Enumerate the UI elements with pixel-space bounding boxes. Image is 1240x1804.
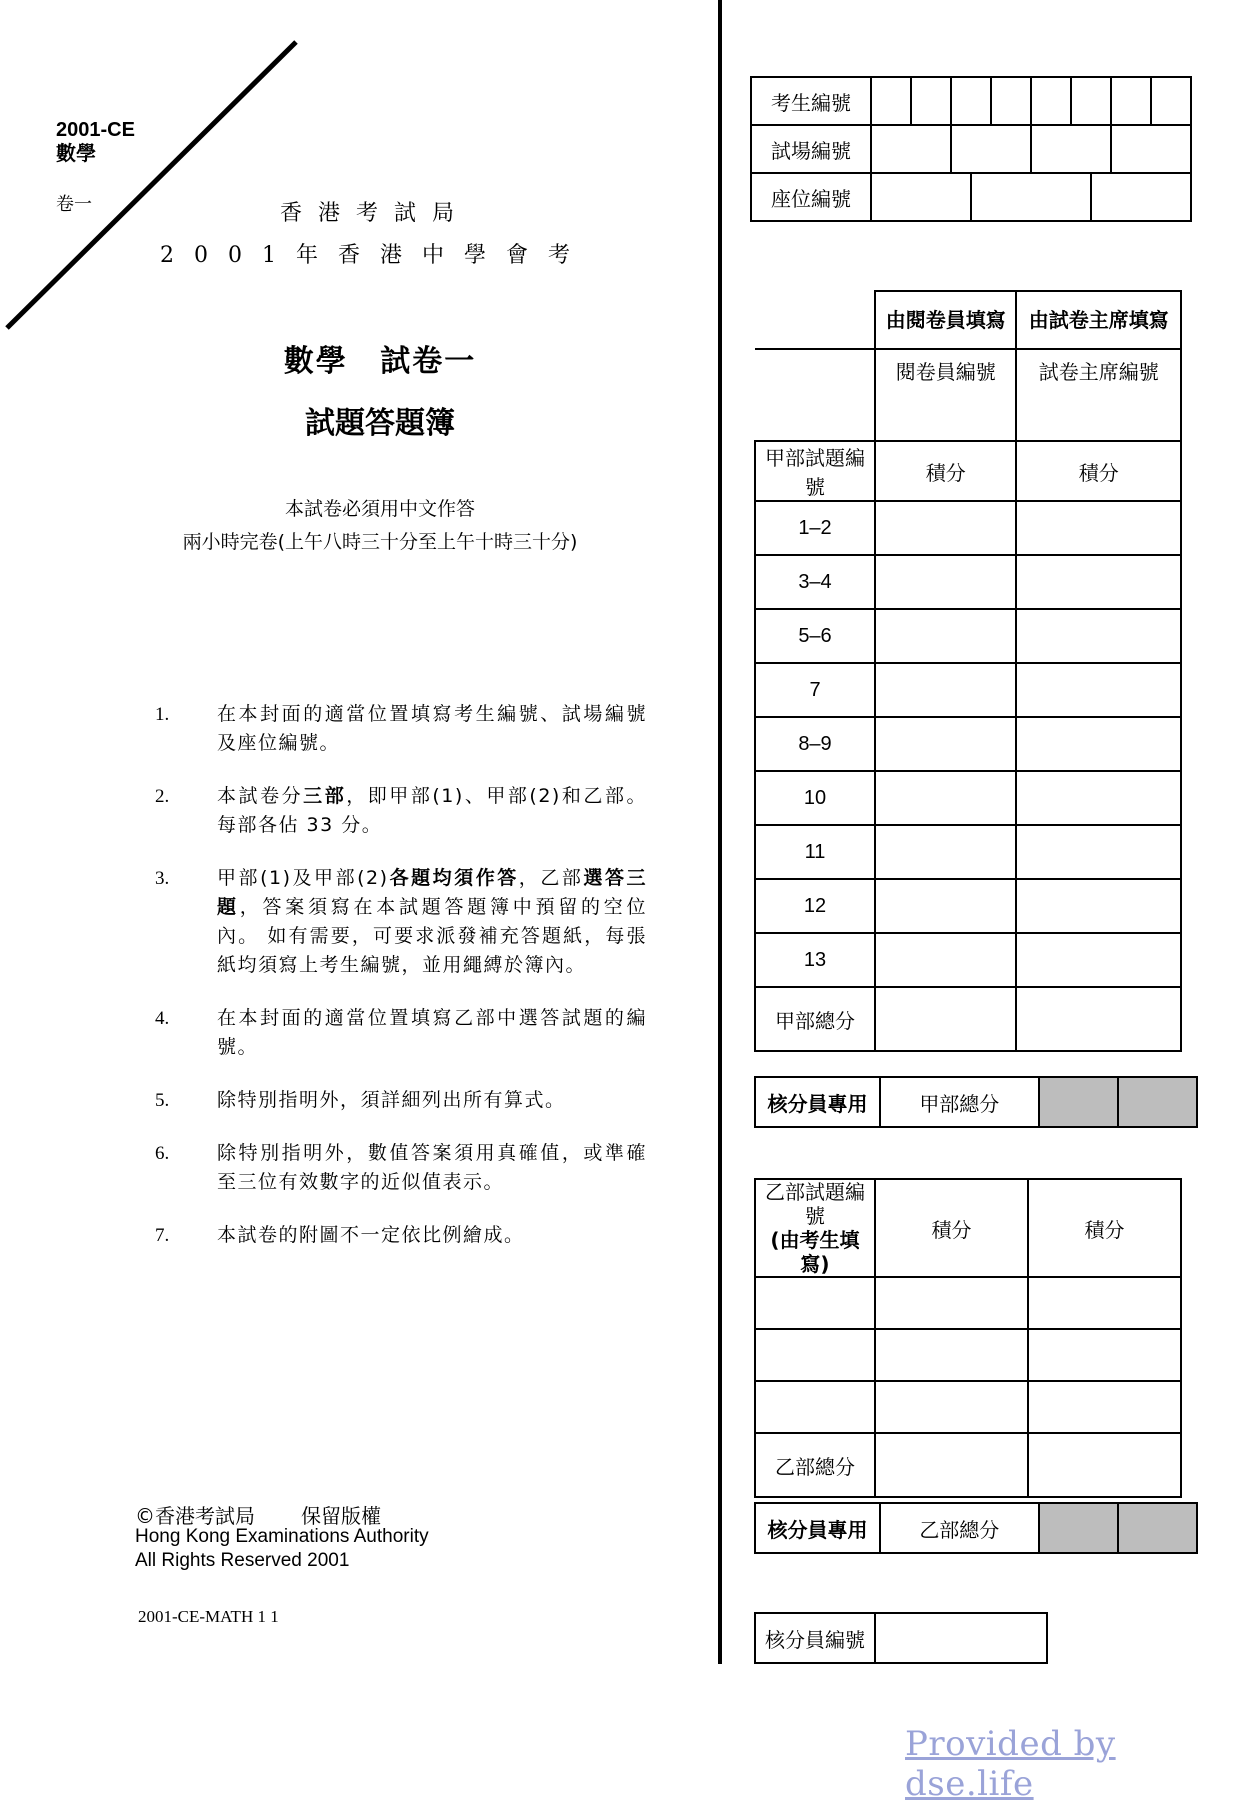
copyright-owner: ©香港考試局: [135, 1504, 255, 1528]
marker-marks-header: 積分: [875, 1179, 1028, 1277]
examiner-marks-header: 積分: [1028, 1179, 1181, 1277]
instruction-item: [155, 1086, 655, 1115]
section-b-question-cell[interactable]: [755, 1277, 875, 1329]
marker-marks-cell[interactable]: [875, 879, 1016, 933]
instruction-item: [155, 864, 655, 980]
section-a-row: [755, 717, 1181, 771]
checker-number-label: 核分員編號: [755, 1613, 875, 1663]
verify-box[interactable]: [1118, 1077, 1197, 1127]
marker-fill-header: 由閱卷員填寫: [875, 291, 1016, 349]
page-divider: [718, 0, 722, 1664]
instructions-list: [155, 700, 655, 1274]
examiner-fill-header: 由試卷主席填寫: [1016, 291, 1181, 349]
paper-short: 卷一: [56, 194, 92, 215]
instruction-fragment: 在本封面的適當位置填寫考生編號、試場編號及座位編號。: [217, 703, 647, 754]
section-a-row: [755, 825, 1181, 879]
instruction-number: 6.: [155, 1143, 170, 1164]
section-b-total-label: 乙部總分: [755, 1433, 875, 1497]
seat-number-box[interactable]: [971, 173, 1091, 221]
candidate-number-box[interactable]: [1111, 77, 1151, 125]
centre-number-box[interactable]: [1031, 125, 1111, 173]
examiner-marks-cell[interactable]: [1016, 933, 1181, 987]
centre-number-box[interactable]: [1111, 125, 1191, 173]
seat-number-box[interactable]: [871, 173, 971, 221]
section-a-marks-table: [754, 290, 1182, 1052]
rights-reserved-zh: 保留版權: [301, 1504, 381, 1528]
instruction-fragment: ，乙部: [518, 867, 584, 889]
marker-marks-cell[interactable]: [875, 1381, 1028, 1433]
section-a-total-row: [755, 987, 1181, 1051]
instruction-number: 7.: [155, 1225, 170, 1246]
candidate-number-box[interactable]: [1031, 77, 1071, 125]
marker-marks-cell[interactable]: [875, 771, 1016, 825]
instruction-text: [217, 1086, 647, 1115]
section-a-row: [755, 555, 1181, 609]
instruction-fragment: 甲部(1)及甲部(2): [217, 867, 389, 889]
question-number: 13: [755, 933, 875, 987]
instruction-number: 2.: [155, 786, 170, 807]
section-a-row: [755, 609, 1181, 663]
candidate-number-box[interactable]: [871, 77, 911, 125]
instruction-emphasis: 選答三題: [217, 867, 647, 918]
examiner-marks-cell[interactable]: [1016, 771, 1181, 825]
section-a-row: [755, 933, 1181, 987]
instruction-item: [155, 1221, 655, 1250]
seat-number-box[interactable]: [1091, 173, 1191, 221]
centre-number-box[interactable]: [951, 125, 1031, 173]
marker-total-cell[interactable]: [875, 1433, 1028, 1497]
section-a-question-header: 甲部試題編號: [755, 441, 875, 501]
subject-paper-title: 數學 試卷一: [283, 344, 477, 379]
instruction-text: [217, 1004, 647, 1062]
blank-corner: [755, 349, 875, 441]
instruction-fragment: ，即甲部(1)、甲部(2)和乙部。 每部各佔 33 分。: [217, 785, 647, 836]
instruction-text: [217, 864, 647, 980]
candidate-number-box[interactable]: [1071, 77, 1111, 125]
instruction-fragment: 除特別指明外，須詳細列出所有算式。: [217, 1089, 566, 1111]
instruction-fragment: 本試卷分: [217, 785, 304, 807]
candidate-number-box[interactable]: [911, 77, 951, 125]
marker-marks-cell[interactable]: [875, 1277, 1028, 1329]
section-a-total-label: 甲部總分: [880, 1077, 1038, 1127]
section-b-marks-table: [754, 1178, 1182, 1498]
section-a-verification-table: [754, 1076, 1198, 1128]
candidate-id-table: [750, 76, 1192, 222]
examiner-marks-cell[interactable]: [1028, 1277, 1181, 1329]
instruction-fragment: 本試卷的附圖不一定依比例繪成。: [217, 1224, 525, 1246]
question-number: 3–4: [755, 555, 875, 609]
section-a-row: [755, 879, 1181, 933]
watermark-text: Provided by dse.life: [905, 1724, 1116, 1804]
instruction-fragment: 在本封面的適當位置填寫乙部中選答試題的編號。: [217, 1007, 647, 1058]
marker-marks-cell[interactable]: [875, 501, 1016, 555]
checker-number-table: [754, 1612, 1048, 1664]
centre-number-box[interactable]: [871, 125, 951, 173]
duration-note: 兩小時完卷(上午八時三十分至上午十時三十分): [182, 531, 578, 553]
marker-number-cell[interactable]: [875, 349, 1016, 441]
checker-only-label: 核分員專用: [755, 1077, 880, 1127]
marker-marks-cell[interactable]: [875, 555, 1016, 609]
instruction-item: [155, 700, 655, 758]
exam-code: [56, 118, 135, 166]
instruction-number: 3.: [155, 868, 170, 889]
section-b-question-header: [755, 1179, 875, 1277]
authority-name: 香港考試局: [279, 201, 470, 226]
section-b-verification-table: [754, 1502, 1198, 1554]
instruction-number: 1.: [155, 704, 170, 725]
marker-total-cell[interactable]: [875, 987, 1016, 1051]
booklet-title: 試題答題簿: [305, 406, 455, 441]
marker-marks-cell[interactable]: [875, 609, 1016, 663]
question-number: 1–2: [755, 501, 875, 555]
checker-only-label: 核分員專用: [755, 1503, 880, 1553]
examiner-marks-cell[interactable]: [1016, 663, 1181, 717]
instruction-text: [217, 1139, 647, 1197]
candidate-number-box[interactable]: [991, 77, 1031, 125]
instruction-item: [155, 1139, 655, 1197]
instruction-text: [217, 782, 647, 840]
section-a-total-label: 甲部總分: [755, 987, 875, 1051]
section-b-total-label: 乙部總分: [880, 1503, 1038, 1553]
examiner-marks-cell[interactable]: [1028, 1329, 1181, 1381]
marker-marks-cell[interactable]: [875, 933, 1016, 987]
instruction-number: 4.: [155, 1008, 170, 1029]
copyright-line-3: All Rights Reserved 2001: [135, 1550, 350, 1571]
question-number: 12: [755, 879, 875, 933]
marker-marks-cell[interactable]: [875, 825, 1016, 879]
seat-number-label: 座位編號: [751, 173, 871, 221]
instruction-item: [155, 782, 655, 840]
marker-marks-cell[interactable]: [875, 663, 1016, 717]
marker-marks-header: 積分: [875, 441, 1016, 501]
exam-code-text: 2001-CE: [56, 119, 135, 141]
examiner-total-cell[interactable]: [1016, 987, 1181, 1051]
candidate-number-label: 考生編號: [751, 77, 871, 125]
verify-box[interactable]: [1039, 1077, 1118, 1127]
corner-diagonal-line: [0, 0, 320, 340]
verify-box[interactable]: [1118, 1503, 1197, 1553]
filled-by-candidate-label: (由考生填寫): [770, 1228, 860, 1276]
question-number: 7: [755, 663, 875, 717]
subject-short: 數學: [56, 143, 96, 165]
section-b-question-cell[interactable]: [755, 1381, 875, 1433]
centre-number-label: 試場編號: [751, 125, 871, 173]
question-number: 5–6: [755, 609, 875, 663]
exam-title: 2001年香港中學會考: [160, 243, 590, 268]
marker-number-label: 閱卷員編號: [895, 360, 996, 384]
section-a-row: [755, 771, 1181, 825]
section-b-question-cell[interactable]: [755, 1329, 875, 1381]
language-note: 本試卷必須用中文作答: [284, 498, 475, 520]
examiner-marks-cell[interactable]: [1016, 879, 1181, 933]
examiner-marks-cell[interactable]: [1016, 825, 1181, 879]
candidate-number-box[interactable]: [1151, 77, 1191, 125]
examiner-marks-header: 積分: [1016, 441, 1181, 501]
section-b-question-label: 乙部試題編號: [765, 1180, 865, 1228]
question-number: 10: [755, 771, 875, 825]
checker-number-box[interactable]: [875, 1613, 1047, 1663]
question-number: 11: [755, 825, 875, 879]
question-number: 8–9: [755, 717, 875, 771]
examiner-marks-cell[interactable]: [1016, 555, 1181, 609]
section-a-row: [755, 663, 1181, 717]
copyright-line-2: Hong Kong Examinations Authority: [135, 1526, 429, 1547]
instruction-emphasis: 三部: [303, 785, 347, 807]
copyright-line-1: [135, 1500, 381, 1529]
paper-code: 2001-CE-MATH 1 1: [138, 1607, 279, 1626]
instruction-number: 5.: [155, 1090, 170, 1111]
instruction-text: [217, 1221, 647, 1250]
instruction-emphasis: 各題均須作答: [388, 867, 519, 889]
candidate-number-box[interactable]: [951, 77, 991, 125]
examiner-marks-cell[interactable]: [1028, 1381, 1181, 1433]
marker-marks-cell[interactable]: [875, 1329, 1028, 1381]
instruction-fragment: ，答案須寫在本試題答題簿中預留的空位內。 如有需要，可要求派發補充答題紙，每張紙均須寫上考生編號，並用繩縛於簿內。: [217, 896, 647, 976]
instruction-fragment: 除特別指明外，數值答案須用真確值，或準確至三位有效數字的近似值表示。: [217, 1142, 647, 1193]
marker-marks-cell[interactable]: [875, 717, 1016, 771]
section-a-row: [755, 501, 1181, 555]
examiner-marks-cell[interactable]: [1016, 717, 1181, 771]
examiner-total-cell[interactable]: [1028, 1433, 1181, 1497]
examiner-marks-cell[interactable]: [1016, 609, 1181, 663]
examiner-number-cell[interactable]: [1016, 349, 1181, 441]
instruction-text: [217, 700, 647, 758]
examiner-marks-cell[interactable]: [1016, 501, 1181, 555]
examiner-number-label: 試卷主席編號: [1038, 360, 1159, 384]
blank-corner: [755, 291, 875, 349]
verify-box[interactable]: [1039, 1503, 1118, 1553]
instruction-item: [155, 1004, 655, 1062]
